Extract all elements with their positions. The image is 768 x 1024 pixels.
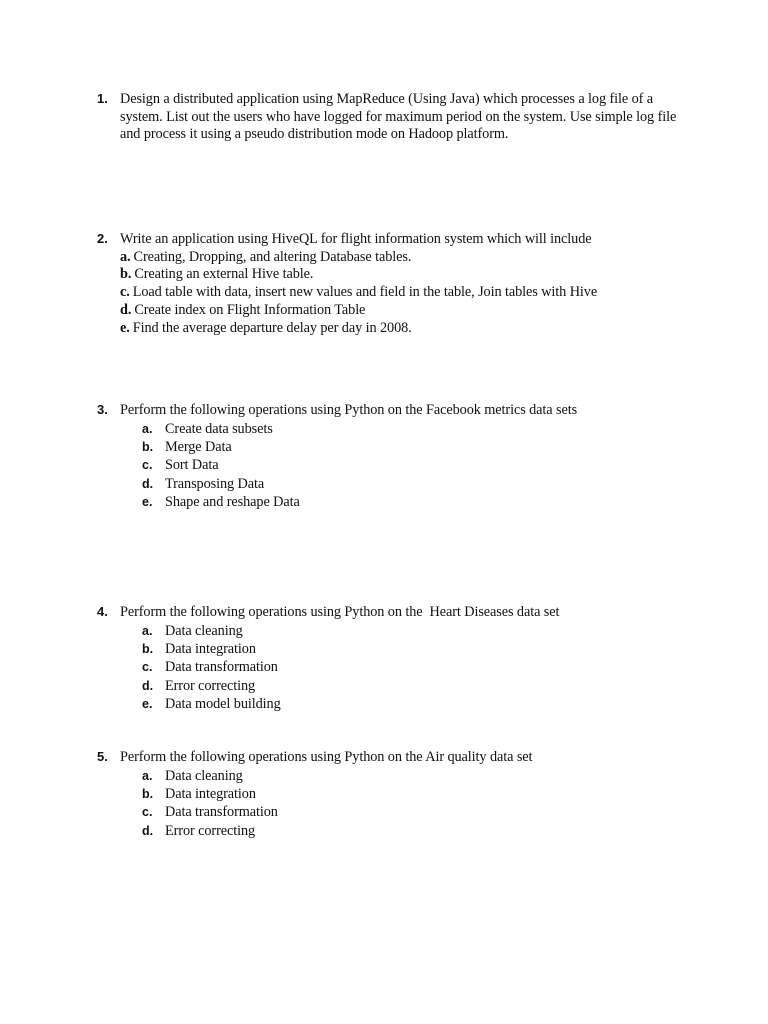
question-2-heading	[97, 231, 697, 249]
question-3	[97, 402, 697, 512]
item-letter: b.	[120, 266, 132, 283]
item-text: Sort Data	[165, 457, 219, 474]
list-item	[142, 476, 697, 494]
item-text: Data cleaning	[165, 622, 243, 639]
item-letter: e.	[142, 495, 153, 510]
item-text: Find the average departure delay per day in 2008.	[132, 320, 412, 337]
question-4	[97, 604, 697, 714]
item-text: Merge Data	[165, 438, 232, 455]
question-text: Design a distributed application using MapReduce (Using Java) which processes a log file of a system. List out the users who have logged for maximum period on the system. Use simple log file and process it using a pseudo distribution mode on Hadoop platform.	[120, 91, 677, 142]
item-text: Data integration	[165, 785, 256, 802]
list-item	[142, 786, 697, 804]
question-number: 5.	[97, 749, 108, 764]
list-item	[120, 320, 697, 338]
list-item	[142, 457, 697, 475]
question-5	[97, 749, 697, 841]
sub-item-list	[142, 421, 697, 513]
item-letter: b.	[142, 439, 154, 454]
list-item	[142, 678, 697, 696]
item-letter: c.	[142, 660, 153, 675]
question-number: 1.	[97, 91, 108, 106]
list-item	[120, 284, 697, 302]
item-text: Data model building	[165, 696, 281, 713]
item-letter: d.	[142, 678, 154, 693]
sub-item-list	[142, 768, 697, 842]
item-text: Data cleaning	[165, 767, 243, 784]
item-text: Data transformation	[165, 804, 278, 821]
item-text: Data transformation	[165, 659, 278, 676]
list-item	[120, 249, 697, 267]
item-text: Creating, Dropping, and altering Database tables.	[133, 248, 412, 265]
question-text: Perform the following operations using Python on the Air quality data set	[120, 749, 533, 765]
item-text: Create index on Flight Information Table	[134, 302, 366, 319]
question-text: Write an application using HiveQL for flight information system which will include	[120, 231, 592, 247]
question-number: 3.	[97, 402, 108, 417]
item-letter: b.	[142, 641, 154, 656]
list-item	[142, 804, 697, 822]
list-item	[142, 623, 697, 641]
list-item	[142, 641, 697, 659]
sub-item-list	[120, 249, 697, 339]
list-item	[142, 696, 697, 714]
question-2	[97, 231, 697, 338]
item-text: Create data subsets	[165, 420, 273, 437]
list-item	[142, 823, 697, 841]
item-text: Error correcting	[165, 822, 256, 839]
question-text: Perform the following operations using Python on the Heart Diseases data set	[120, 604, 560, 620]
item-letter: d.	[120, 302, 132, 319]
sub-item-list	[142, 623, 697, 715]
item-letter: d.	[142, 823, 154, 838]
item-letter: b.	[142, 786, 154, 801]
item-letter: a.	[142, 421, 153, 436]
question-1	[97, 91, 697, 144]
list-item	[142, 494, 697, 512]
list-item	[142, 439, 697, 457]
question-1-heading	[97, 91, 697, 144]
item-text: Load table with data, insert new values and field in the table, Join tables with Hive	[132, 284, 598, 301]
item-letter: d.	[142, 476, 154, 491]
item-letter: a.	[142, 623, 153, 638]
item-text: Shape and reshape Data	[165, 494, 300, 511]
question-number: 2.	[97, 231, 108, 246]
item-letter: e.	[142, 697, 153, 712]
item-letter: e.	[120, 320, 130, 337]
question-4-heading	[97, 604, 697, 622]
list-item	[142, 768, 697, 786]
item-text: Transposing Data	[165, 475, 265, 492]
question-5-heading	[97, 749, 697, 767]
list-item	[142, 421, 697, 439]
item-text: Creating an external Hive table.	[134, 266, 314, 283]
item-text: Data integration	[165, 640, 256, 657]
list-item	[120, 266, 697, 284]
question-text: Perform the following operations using Python on the Facebook metrics data sets	[120, 402, 578, 418]
item-letter: c.	[142, 805, 153, 820]
item-text: Error correcting	[165, 677, 256, 694]
item-letter: c.	[142, 458, 153, 473]
item-letter: a.	[142, 768, 153, 783]
item-letter: c.	[120, 284, 130, 301]
question-number: 4.	[97, 604, 108, 619]
list-item	[142, 659, 697, 677]
list-item	[120, 302, 697, 320]
item-letter: a.	[120, 248, 131, 265]
question-3-heading	[97, 402, 697, 420]
